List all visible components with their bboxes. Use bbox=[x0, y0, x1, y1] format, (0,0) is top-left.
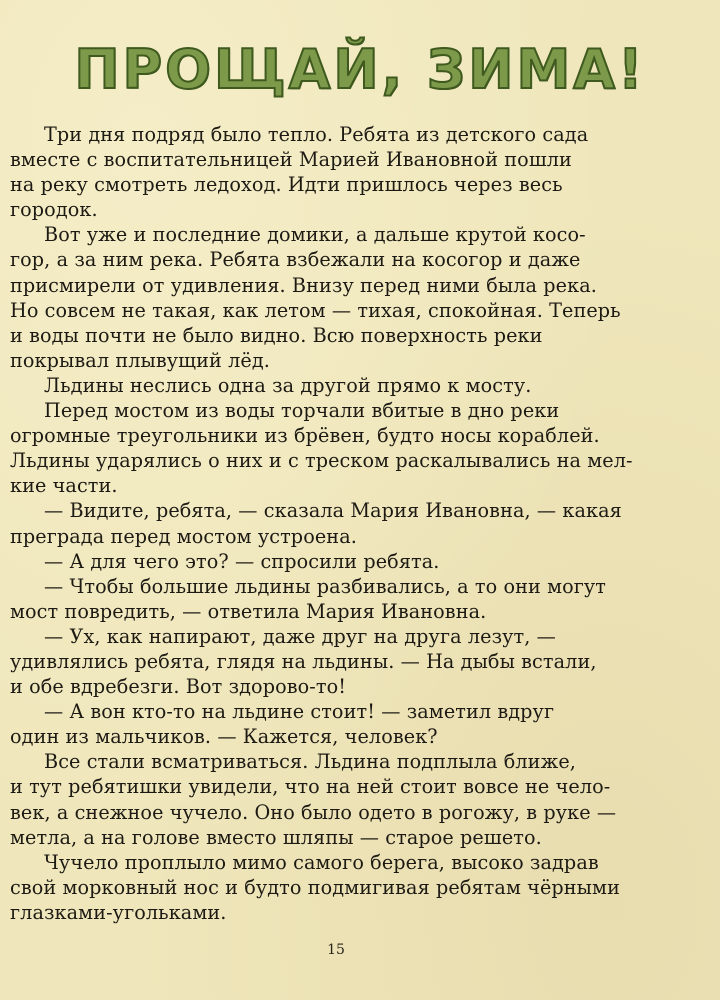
page-number: 15 bbox=[327, 942, 345, 958]
page-title: ПРОЩАЙ, ЗИМА! bbox=[74, 38, 646, 101]
paragraph: Все стали всматриваться. Льдина подплыла ближе, и тут ребятишки увидели, что на ней стоит вовсе не чело- век, а снежное чучело. Оно было одето в рогожу, в руке — метла, а на голове вместо шляпы — старое решето. bbox=[10, 750, 617, 849]
paragraph: — Чтобы большие льдины разбивались, а то они могут мост повредить, — ответила Мария Ивановна. bbox=[10, 574, 607, 623]
paragraph: Льдины неслись одна за другой прямо к мосту. bbox=[44, 373, 532, 397]
paragraph: — А вон кто-то на льдине стоит! — заметил вдруг один из мальчиков. — Кажется, человек? bbox=[10, 700, 555, 749]
paragraph: — Видите, ребята, — сказала Мария Ивановна, — какая преграда перед мостом устроена. bbox=[10, 499, 622, 548]
paragraph: Чучело проплыло мимо самого берега, высоко задрав свой морковный нос и будто подмигивая ребятам чёрными глазками-угольками. bbox=[10, 850, 620, 924]
paragraph: Три дня подряд было тепло. Ребята из детского сада вместе с воспитательницей Марией Ивановной пошли на реку смотреть ледоход. Идти пришлось через весь городок. bbox=[10, 123, 589, 222]
paragraph: Перед мостом из воды торчали вбитые в дно реки огромные треугольники из брёвен, будто носы кораблей. Льдины ударялись о них и с треском раскалывались на мел- кие части. bbox=[10, 399, 633, 498]
body-text bbox=[10, 122, 658, 925]
paragraph: — А для чего это? — спросили ребята. bbox=[44, 549, 440, 573]
paragraph: — Ух, как напирают, даже друг на друга лезут, — удивлялись ребята, глядя на льдины. — На дыбы встали, и обе вдребезги. Вот здорово-то! bbox=[10, 624, 597, 699]
paragraph: Вот уже и последние домики, а дальше крутой косо- гор, а за ним река. Ребята взбежали на косогор и даже присмирели от удивления. Внизу перед ними была река. Но совсем не такая, как летом — тихая, спокойная. Теперь и воды почти не было видно. Всю поверхность реки покрывал плывущий лёд. bbox=[10, 223, 621, 372]
